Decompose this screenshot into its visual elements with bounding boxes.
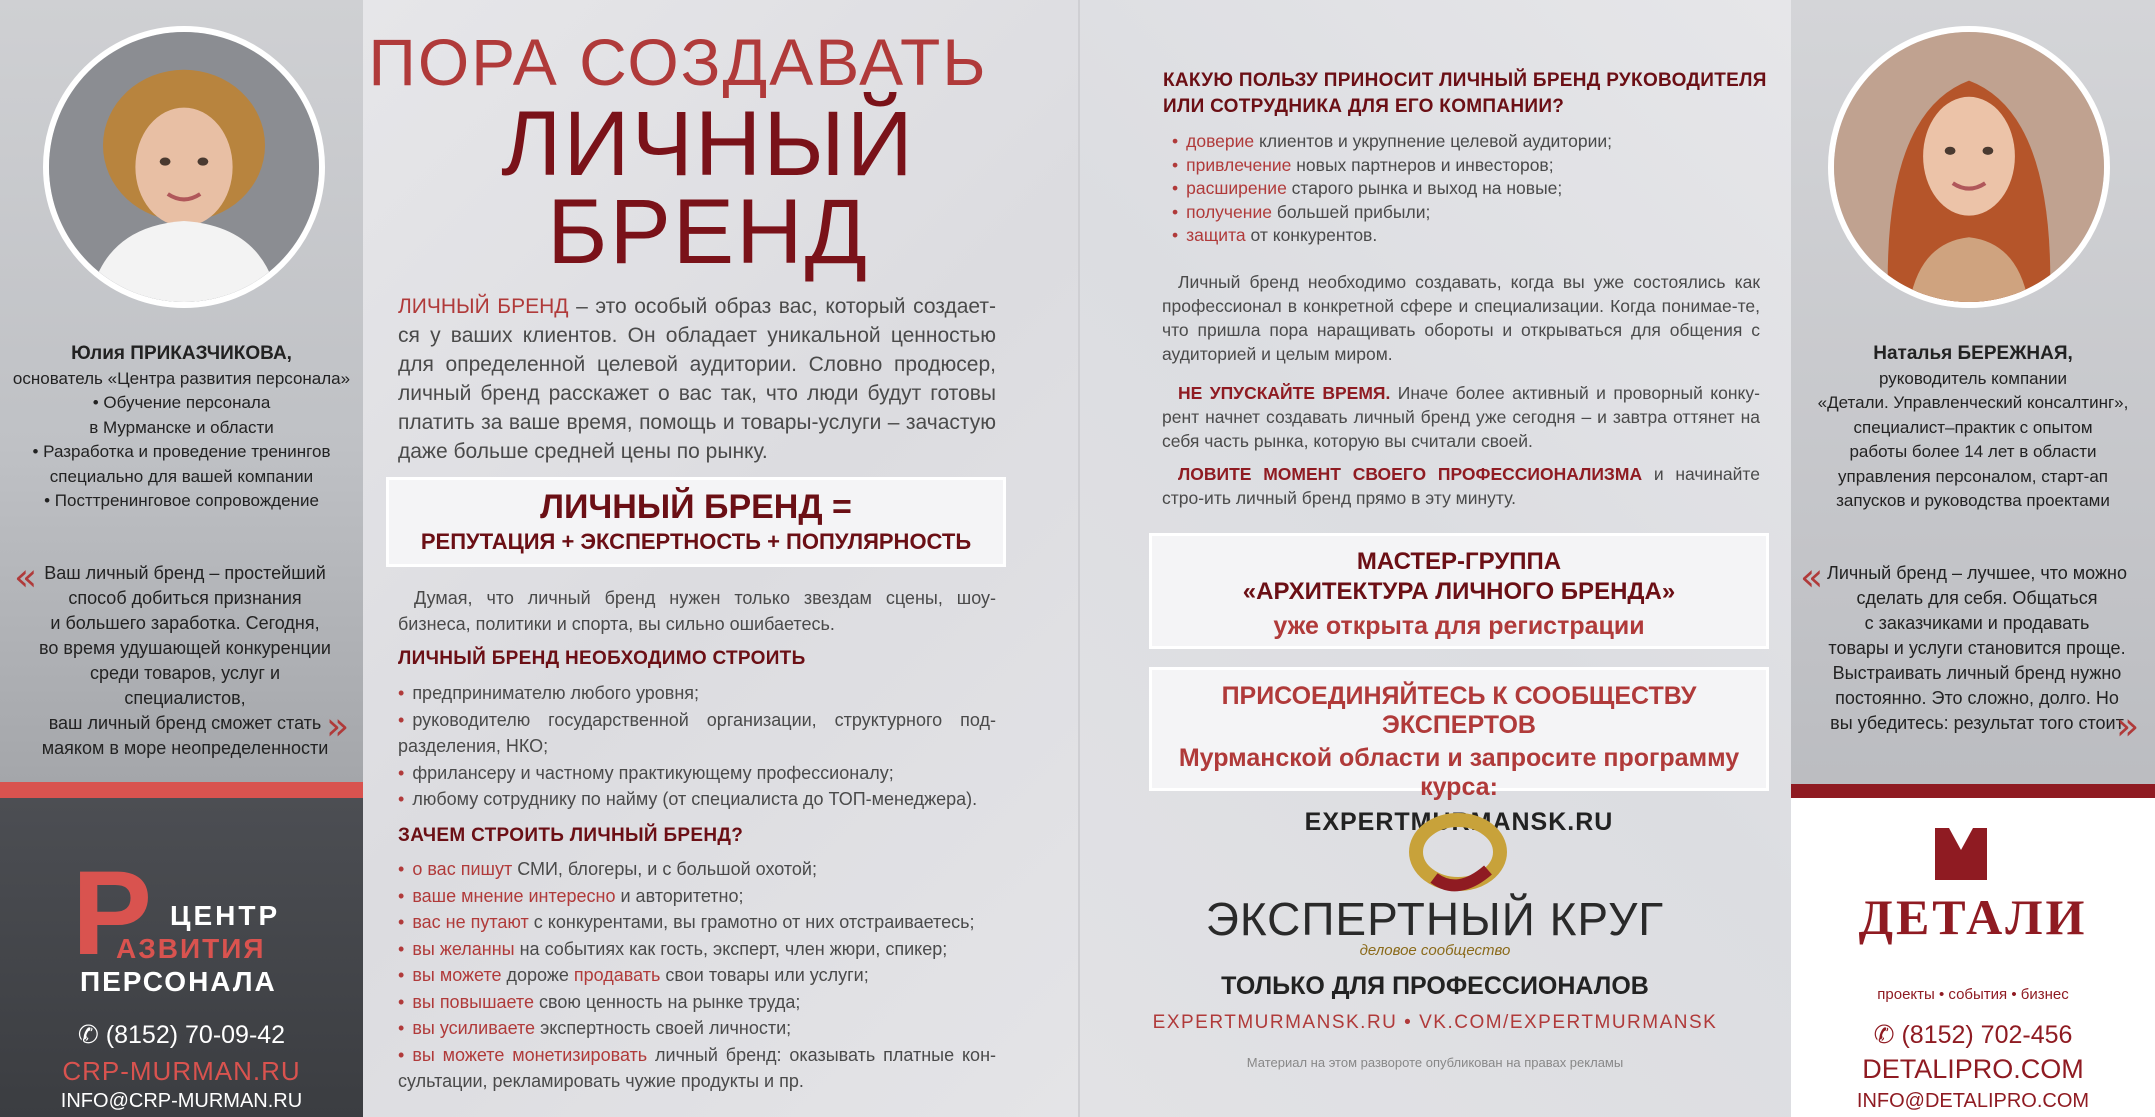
person-line: руководитель компании — [1879, 368, 2067, 388]
detali-email-link[interactable]: INFO@DETALIPRO.COM — [1856, 1090, 2090, 1112]
expert-circle-logo-icon — [1404, 808, 1512, 896]
list-item: • защита от конкурентов. — [1172, 225, 1378, 245]
crp-brand-block — [0, 782, 363, 1117]
catch-paragraph — [1162, 462, 1760, 510]
need-list — [398, 680, 996, 813]
list-item: • вы желанны на событиях как гость, эксперт, член жюри, спикер; — [398, 938, 948, 959]
title-line-3: БРЕНД — [547, 181, 869, 283]
list-item: • о вас пишут СМИ, блогеры, и с большой охотой; — [398, 859, 817, 879]
list-item: • ваше мнение интересно и авторитетно; — [398, 885, 744, 906]
miss-accent: НЕ УПУСКАЙТЕ ВРЕМЯ. — [1178, 383, 1391, 403]
list-item: • привлечение новых партнеров и инвесторов; — [1172, 154, 1554, 175]
crp-logo-text: ЦЕНТР — [170, 900, 281, 931]
list-item: • вы усиливаете экспертность своей личности; — [398, 1018, 792, 1038]
person-line: основатель «Центра развития персонала» — [12, 368, 351, 388]
quote-close-icon: » — [2116, 704, 2140, 748]
quote-line: и большего заработка. Сегодня, — [50, 613, 320, 633]
formula-title: ЛИЧНЫЙ БРЕНД = — [540, 488, 852, 526]
intro-paragraph — [398, 292, 996, 466]
why-list — [398, 856, 996, 1095]
crp-logo-text: ПЕРСОНАЛА — [80, 966, 277, 997]
quote-line: среди товаров, услуг и специалистов, — [89, 663, 281, 708]
list-item: • любому сотруднику по найму (от специалиста до ТОП-менеджера). — [398, 789, 978, 809]
formula-terms: РЕПУТАЦИЯ + ЭКСПЕРТНОСТЬ + ПОПУЛЯРНОСТЬ — [420, 529, 972, 554]
join-link[interactable]: EXPERTMURMANSK.RU — [1304, 808, 1614, 836]
why-heading: ЗАЧЕМ СТРОИТЬ ЛИЧНЫЙ БРЕНД? — [398, 825, 744, 846]
list-item: • расширение старого рынка и выход на новые; — [1172, 178, 1563, 198]
title-line-2: ЛИЧНЫЙ — [501, 93, 915, 195]
catch-text: и начинайте стро-ить личный бренд прямо в эту минуту. — [1162, 464, 1760, 508]
list-item: • вас не путают с конкурентами, вы грамотно от них отстраиваетесь; — [398, 912, 975, 932]
quote-line: во время удушающей конкуренции — [39, 638, 331, 658]
miss-paragraph — [1162, 381, 1760, 453]
join-line: ПРИСОЕДИНЯЙТЕСЬ К СООБЩЕСТВУ ЭКСПЕРТОВ — [1221, 682, 1697, 739]
intro-text: – это особый образ вас, который создает-ся у ваших клиентов. Он обладает уникальной ценностью для определенной целевой аудитории. Словно продюсер, личный бренд расскажет о вас так, что люди будут готовы платить за ваше время, помощь и товары-услуги – зачастую даже больше средней цены по рынку. — [398, 295, 996, 463]
quote-left — [30, 561, 340, 761]
crp-phone — [0, 1020, 363, 1050]
master-group-title: МАСТЕР-ГРУППА — [1356, 548, 1562, 575]
advertising-note: Материал на этом развороте опубликован на правах рекламы — [1246, 1055, 1624, 1070]
phone-icon: ✆ — [77, 1021, 106, 1049]
intro-accent: ЛИЧНЫЙ БРЕНД — [398, 295, 569, 318]
think-paragraph: Думая, что личный бренд нужен только звездам сцены, шоу-бизнеса, политики и спорта, вы сильно ошибаетесь. — [398, 588, 996, 634]
list-item: • доверие клиентов и укрупнение целевой аудитории; — [1172, 131, 1612, 151]
person-line: • Разработка и проведение тренингов — [32, 442, 331, 461]
expert-circle-name: ЭКСПЕРТНЫЙ КРУГ — [1205, 893, 1665, 945]
master-group-box — [1149, 533, 1769, 649]
detali-phone-number: (8152) 702-456 — [1901, 1021, 2073, 1049]
quote-open-icon: « — [1800, 555, 1824, 599]
quote-right — [1818, 561, 2136, 736]
list-item: • вы повышаете свою ценность на рынке труда; — [398, 991, 801, 1012]
crp-phone-number: (8152) 70-09-42 — [105, 1021, 286, 1049]
list-item: • вы можете дороже продавать свои товары или услуги; — [398, 965, 869, 985]
quote-line: постоянно. Это сложно, долго. Но — [1835, 688, 2119, 708]
miss-text: Иначе более активный и проворный конку-рент начнет создавать личный бренд уже сегодня – и завтра оттянет на себя часть рынка, которую вы считали своей. — [1162, 383, 1760, 451]
formula-box — [386, 477, 1006, 567]
quote-line: с заказчиками и продавать — [1864, 613, 2090, 633]
quote-line: способ добиться признания — [68, 588, 302, 608]
person-line: «Детали. Управленческий консалтинг», — [1817, 393, 2129, 412]
quote-close-icon: » — [326, 704, 350, 748]
person-line: в Мурманске и области — [89, 417, 274, 437]
list-item: • получение большей прибыли; — [1172, 201, 1431, 222]
crp-logo — [72, 846, 292, 997]
detali-tagline: проекты • события • бизнес — [1877, 986, 2069, 1003]
person-line: • Посттренинговое сопровождение — [44, 491, 319, 510]
quote-line: Выстраивать личный бренд нужно — [1832, 663, 2122, 683]
quote-line: вы убедитесь: результат того стоит — [1830, 713, 2124, 733]
crp-logo-letter: Р — [72, 846, 153, 980]
need-heading: ЛИЧНЫЙ БРЕНД НЕОБХОДИМО СТРОИТЬ — [398, 648, 806, 669]
quote-line: Ваш личный бренд – простейший — [44, 563, 326, 583]
expert-circle-links[interactable]: EXPERTMURMANSK.RU • VK.COM/EXPERTMURMANSK — [1152, 1012, 1718, 1033]
expert-circle-slogan: ТОЛЬКО ДЛЯ ПРОФЕССИОНАЛОВ — [1221, 972, 1649, 1000]
person-line: управления персоналом, старт-ап — [1838, 466, 2108, 486]
title-line-1: ПОРА СОЗДАВАТЬ — [368, 25, 988, 99]
detali-logo-icon — [1935, 828, 1987, 880]
detali-site-link[interactable]: DETALIPRO.COM — [1862, 1054, 2084, 1084]
person-card-right — [1791, 342, 2155, 514]
join-line: Мурманской области и запросите программу курса: — [1178, 744, 1740, 801]
list-item: • вы можете монетизировать личный бренд: оказывать платные кон-сультации, рекламировать чужие продукты и пр. — [398, 1044, 996, 1091]
benefit-list — [1172, 130, 1772, 248]
portrait-photo-right — [1828, 26, 2110, 308]
person-line: • Обучение персонала — [92, 393, 271, 412]
person-line: работы более 14 лет в области — [1849, 442, 2097, 461]
quote-line: сделать для себя. Общаться — [1856, 588, 2098, 608]
crp-email-link[interactable]: INFO@CRP-MURMAN.RU — [60, 1090, 303, 1112]
portrait-photo-left — [43, 26, 325, 308]
crp-site-link[interactable]: CRP-MURMAN.RU — [62, 1056, 301, 1086]
detali-name: ДЕТАЛИ — [1858, 889, 2088, 945]
person-line: запусков и руководства проектами — [1836, 491, 2110, 510]
list-item: • фрилансеру и частному практикующему профессионалу; — [398, 762, 894, 783]
when-paragraph: Личный бренд необходимо создавать, когда вы уже состоялись как профессионал в конкретной сфере и специализации. Когда понимае-те, что пришла пора наращивать обороты и открываться для общения с аудиторией и целым миром. — [1162, 272, 1760, 364]
catch-accent: ЛОВИТЕ МОМЕНТ СВОЕГО ПРОФЕССИОНАЛИЗМА — [1178, 464, 1643, 484]
phone-icon: ✆ — [1873, 1021, 1902, 1049]
benefit-heading-line: ИЛИ СОТРУДНИКА ДЛЯ ЕГО КОМПАНИИ? — [1163, 96, 1565, 117]
benefit-heading-line: КАКУЮ ПОЛЬЗУ ПРИНОСИТ ЛИЧНЫЙ БРЕНД РУКОВОДИТЕЛЯ — [1163, 70, 1767, 91]
benefit-heading — [1163, 70, 1767, 118]
quote-line: ваш личный бренд сможет стать — [48, 713, 322, 733]
master-group-name: «АРХИТЕКТУРА ЛИЧНОГО БРЕНДА» — [1242, 578, 1676, 605]
quote-open-icon: « — [14, 555, 38, 599]
detali-phone — [1791, 1020, 2155, 1050]
person-line: специалист–практик с опытом — [1853, 417, 2093, 437]
quote-line: товары и услуги становится проще. — [1828, 638, 2126, 658]
person-name: Наталья БЕРЕЖНАЯ, — [1873, 343, 2073, 364]
quote-line: Личный бренд – лучшее, что можно — [1827, 563, 2127, 583]
quote-line: маяком в море неопределенности — [41, 738, 329, 758]
person-line: специально для вашей компании — [49, 466, 314, 486]
join-box — [1149, 667, 1769, 836]
expert-circle-subtitle: деловое сообщество — [1359, 942, 1511, 959]
person-name: Юлия ПРИКАЗЧИКОВА, — [71, 343, 292, 364]
list-item: • руководителю государственной организации, структурного под-разделения, НКО; — [398, 709, 996, 756]
crp-logo-text: АЗВИТИЯ — [116, 933, 266, 964]
detali-brand-block — [1791, 784, 2155, 1117]
list-item: • предпринимателю любого уровня; — [398, 683, 700, 703]
master-group-status: уже открыта для регистрации — [1273, 612, 1645, 640]
person-card-left — [0, 342, 363, 514]
